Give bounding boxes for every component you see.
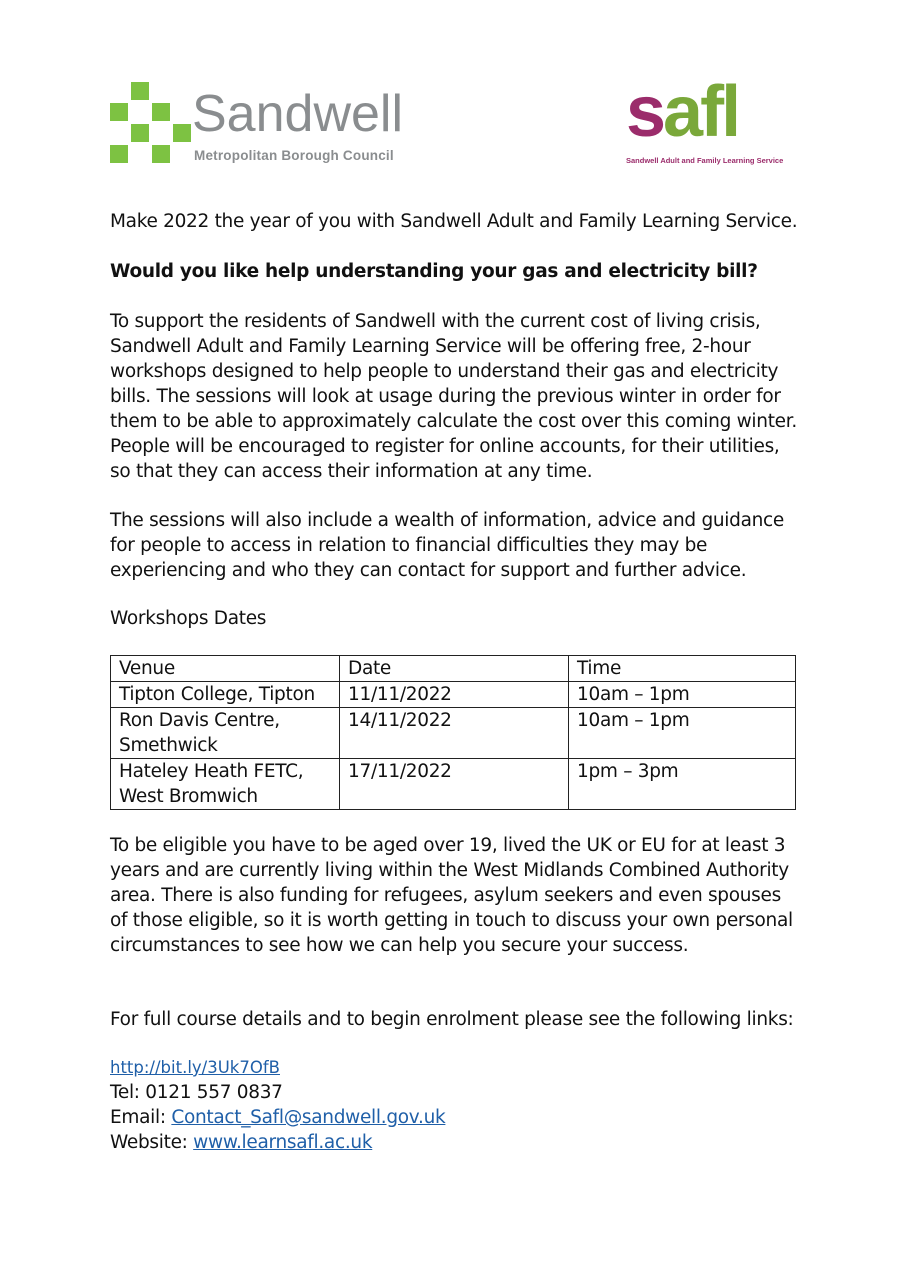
table-header-venue: Venue [111,656,340,682]
table-cell-venue: Tipton College, Tipton [111,682,340,708]
logo-square-icon [131,124,149,142]
table-cell-venue: Ron Davis Centre, Smethwick [111,708,340,759]
intro-text: Make 2022 the year of you with Sandwell Adult and Family Learning Service. [110,211,798,232]
table-cell-time: 10am – 1pm [569,682,796,708]
table-cell-time: 10am – 1pm [569,708,796,759]
tel-line [110,1080,810,1105]
safl-logo-rest: afl [663,72,739,152]
safl-logo-wordmark [626,72,738,152]
email-label: Email: [110,1107,172,1128]
tel-number: 0121 557 0837 [145,1082,283,1103]
email-link[interactable]: Contact_Safl@sandwell.gov.uk [171,1107,446,1128]
logo-square-icon [131,82,149,100]
short-link[interactable]: http://bit.ly/3Uk7OfB [110,1058,280,1077]
table-row [111,682,796,708]
website-line [110,1130,810,1155]
logo-square-icon [110,103,128,121]
paragraph-3: To be eligible you have to be aged over 19, lived the UK or EU for at least 3 years and are currently living within the West Midlands Combined Authority area. There is also funding for refugees, asylum seekers and even spouses of those eligible, so it is worth getting in touch to discuss your own personal circumstances to see how we can help you secure your success. [110,835,793,956]
sandwell-logo [110,82,440,172]
table-row [111,759,796,810]
table-header-row [111,656,796,682]
safl-logo [622,72,812,172]
logo-square-icon [110,145,128,163]
table-header-date: Date [340,656,569,682]
sandwell-logo-wordmark: Sandwell [192,85,404,143]
table-cell-time: 1pm – 3pm [569,759,796,810]
dates-heading: Workshops Dates [110,608,267,629]
website-link[interactable]: www.learnsafl.ac.uk [193,1132,373,1153]
table-cell-date: 17/11/2022 [340,759,569,810]
table-cell-venue: Hateley Heath FETC, West Bromwich [111,759,340,810]
website-label: Website: [110,1132,194,1153]
table-header-time: Time [569,656,796,682]
page-heading: Would you like help understanding your gas and electricity bill? [110,261,758,282]
safl-logo-s: s [626,72,664,152]
sandwell-logo-subtitle: Metropolitan Borough Council [194,148,394,163]
logo-square-icon [173,124,191,142]
table-cell-date: 11/11/2022 [340,682,569,708]
logo-square-icon [152,145,170,163]
table-cell-date: 14/11/2022 [340,708,569,759]
paragraph-4: For full course details and to begin enrolment please see the following links: [110,1009,794,1030]
paragraph-1: To support the residents of Sandwell with the current cost of living crisis, Sandwell Adult and Family Learning Service will be offering free, 2-hour workshops designed to help people to understand their gas and electricity bills. The sessions will look at usage during the previous winter in order for them to be able to approximately calculate the cost over this coming winter. People will be encouraged to register for online accounts, for their utilities, so that they can access their information at any time. [110,311,797,482]
logo-square-icon [152,103,170,121]
tel-label: Tel: [110,1082,146,1103]
email-line [110,1105,810,1130]
paragraph-2: The sessions will also include a wealth of information, advice and guidance for people to access in relation to financial difficulties they may be experiencing and who they can contact for support and further advice. [110,510,785,581]
safl-logo-subtitle: Sandwell Adult and Family Learning Service [626,156,784,165]
table-row [111,708,796,759]
workshops-table [110,655,796,810]
